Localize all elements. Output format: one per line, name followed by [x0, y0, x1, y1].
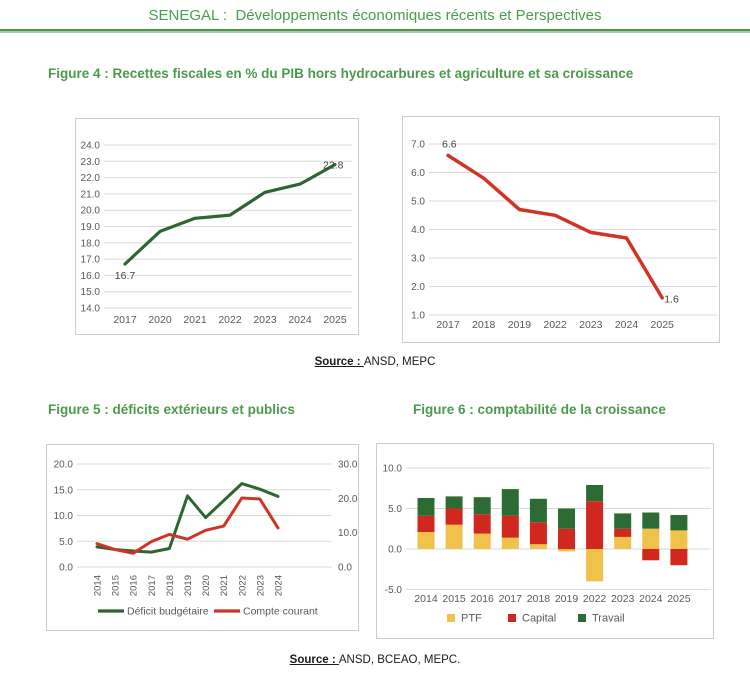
growth-accounting-stacked-bar-chart [377, 444, 713, 638]
x-axis-tick-label: 2023 [579, 319, 603, 331]
y-axis-tick-label: -5.0 [384, 585, 402, 596]
bar-segment-ptf [614, 537, 631, 549]
x-axis-tick-label: 2021 [183, 314, 207, 326]
bar-segment-ptf [586, 549, 603, 581]
fiscal-revenue-line-chart [76, 119, 358, 334]
y-axis-tick-label: 4.0 [411, 225, 425, 236]
y-axis-tick-label: 2.0 [411, 282, 425, 293]
x-axis-tick-label: 2023 [611, 593, 635, 605]
legend-swatch-travail [578, 614, 586, 622]
x-axis-tick-label: 2019 [554, 593, 579, 605]
figure4-right-chart-box [402, 116, 720, 343]
x-axis-tick-label: 2022 [543, 319, 567, 331]
y-axis-tick-label: 5.0 [411, 196, 425, 208]
x-axis-tick-label: 2024 [288, 314, 312, 326]
y-axis-tick-label: 19.0 [80, 222, 100, 233]
source-text: ANSD, BCEAO, MEPC. [338, 654, 461, 666]
y-axis-tick-label: 16.0 [80, 270, 100, 282]
bar-segment-travail [418, 498, 435, 516]
y-axis-tick-label: 7.0 [411, 139, 425, 151]
bar-segment-capital [586, 501, 603, 549]
y-axis-tick-label: 18.0 [80, 238, 100, 250]
y-axis-tick-label: 10.0 [382, 463, 402, 475]
x-axis-tick-label: 2022 [582, 593, 607, 605]
x-axis-tick-label: 2019 [183, 575, 194, 597]
data-point-label: 6.6 [442, 138, 457, 151]
data-point-label: 22.8 [323, 159, 344, 172]
bar-segment-ptf [474, 534, 491, 549]
y-axis-tick-label: 22.0 [80, 173, 100, 185]
x-axis-tick-label: 2023 [253, 314, 277, 326]
y-axis-tick-label: 5.0 [59, 536, 73, 548]
y-axis-tick-label: 5.0 [388, 504, 402, 515]
bar-segment-travail [642, 513, 659, 529]
x-axis-tick-label: 2022 [218, 314, 242, 326]
x-axis-tick-label: 2025 [650, 319, 674, 331]
document-title: SENEGAL : Développements économiques récents et Perspectives [148, 7, 602, 24]
bar-segment-capital [474, 514, 491, 533]
deficits-dual-axis-line-chart [47, 445, 358, 630]
legend-label-d-ficit-budg-taire: Déficit budgétaire [127, 605, 209, 618]
bar-segment-travail [474, 497, 491, 514]
figure4-title: Figure 4 : Recettes fiscales en % du PIB hors hydrocarbures et agriculture et sa croissance [48, 66, 634, 81]
figure5-title: Figure 5 : déficits extérieurs et publics [48, 402, 295, 417]
y-axis-tick-label: 6.0 [411, 168, 425, 179]
series-line-series [448, 155, 662, 298]
bar-segment-ptf [530, 544, 547, 549]
bar-segment-capital [502, 516, 519, 538]
legend-swatch-ptf [447, 614, 455, 622]
bar-segment-ptf [558, 549, 575, 551]
x-axis-tick-label: 2018 [526, 593, 551, 605]
bar-segment-capital [614, 529, 631, 537]
bar-segment-travail [558, 509, 575, 529]
bar-segment-ptf [502, 538, 519, 549]
legend-label-ptf: PTF [461, 612, 482, 625]
x-axis-tick-label: 2023 [255, 575, 267, 597]
y-axis-right-tick-label: 0.0 [338, 562, 352, 574]
y-axis-right-tick-label: 10.0 [338, 528, 358, 540]
source-text: ANSD, MEPC [363, 356, 436, 368]
bar-segment-capital [642, 549, 659, 560]
bar-segment-travail [614, 513, 631, 528]
figure4-left-chart-box [75, 118, 359, 335]
series-line-d-ficit-budg-taire [97, 484, 278, 552]
figure6-chart-box [376, 443, 714, 639]
x-axis-tick-label: 2020 [201, 575, 213, 597]
y-axis-tick-label: 0.0 [388, 544, 402, 556]
bar-segment-travail [670, 515, 687, 530]
x-axis-tick-label: 2024 [639, 593, 663, 605]
x-axis-tick-label: 2017 [436, 319, 460, 331]
y-axis-tick-label: 24.0 [80, 140, 100, 152]
bar-segment-travail [530, 499, 547, 523]
bar-segment-capital [530, 522, 547, 544]
x-axis-tick-label: 2020 [148, 314, 172, 326]
bar-segment-ptf [670, 530, 687, 549]
legend-label-compte-courant: Compte courant [243, 605, 318, 618]
bar-segment-capital [670, 549, 687, 565]
legend-label-travail: Travail [592, 612, 625, 625]
x-axis-tick-label: 2021 [219, 575, 231, 597]
x-axis-tick-label: 2025 [323, 314, 347, 326]
y-axis-tick-label: 17.0 [80, 254, 100, 266]
x-axis-tick-label: 2018 [472, 319, 496, 331]
y-axis-tick-label: 3.0 [411, 253, 425, 265]
y-axis-tick-label: 23.0 [80, 156, 100, 168]
bar-segment-ptf [642, 529, 659, 549]
y-axis-right-tick-label: 30.0 [338, 459, 358, 471]
revenue-growth-line-chart [403, 117, 719, 342]
y-axis-tick-label: 0.0 [59, 562, 73, 574]
source-label: Source : [289, 654, 339, 666]
x-axis-tick-label: 2025 [667, 593, 691, 605]
bar-segment-travail [586, 485, 603, 501]
x-axis-tick-label: 2015 [442, 593, 466, 605]
figure6-title: Figure 6 : comptabilité de la croissance [413, 402, 666, 417]
bar-segment-travail [502, 489, 519, 516]
legend-swatch-capital [508, 614, 516, 622]
x-axis-tick-label: 2019 [507, 319, 532, 331]
x-axis-tick-label: 2017 [146, 575, 158, 597]
bar-segment-capital [418, 516, 435, 532]
bar-segment-capital [558, 529, 575, 549]
x-axis-tick-label: 2014 [92, 575, 104, 597]
y-axis-tick-label: 1.0 [411, 310, 425, 322]
series-line-series [125, 165, 335, 264]
y-axis-tick-label: 20.0 [80, 205, 100, 217]
y-axis-right-tick-label: 20.0 [338, 493, 358, 505]
x-axis-tick-label: 2024 [614, 319, 639, 331]
x-axis-tick-label: 2024 [273, 575, 285, 597]
bar-segment-ptf [418, 532, 435, 549]
figure5-chart-box [46, 444, 359, 631]
data-point-label: 16.7 [114, 269, 136, 282]
y-axis-tick-label: 15.0 [53, 485, 73, 497]
source-note-figure4 [0, 356, 750, 368]
bar-segment-travail [446, 496, 463, 508]
x-axis-tick-label: 2015 [110, 575, 122, 597]
y-axis-tick-label: 20.0 [53, 459, 73, 471]
x-axis-tick-label: 2017 [498, 593, 522, 605]
x-axis-tick-label: 2022 [237, 575, 249, 597]
source-label: Source : [314, 356, 364, 368]
series-line-compte-courant [97, 498, 278, 553]
legend-label-capital: Capital [522, 612, 557, 625]
source-note-figures56 [0, 654, 750, 666]
x-axis-tick-label: 2014 [414, 593, 438, 605]
bar-segment-ptf [446, 525, 463, 549]
y-axis-tick-label: 10.0 [53, 511, 73, 522]
y-axis-tick-label: 15.0 [80, 287, 100, 299]
x-axis-tick-label: 2017 [113, 314, 137, 326]
x-axis-tick-label: 2016 [128, 575, 140, 597]
x-axis-tick-label: 2018 [164, 575, 176, 597]
x-axis-tick-label: 2016 [470, 593, 494, 605]
header-divider [0, 29, 750, 31]
bar-segment-capital [446, 509, 463, 525]
data-point-label: 1.6 [664, 293, 679, 306]
y-axis-tick-label: 14.0 [80, 303, 100, 315]
y-axis-tick-label: 21.0 [80, 189, 100, 201]
